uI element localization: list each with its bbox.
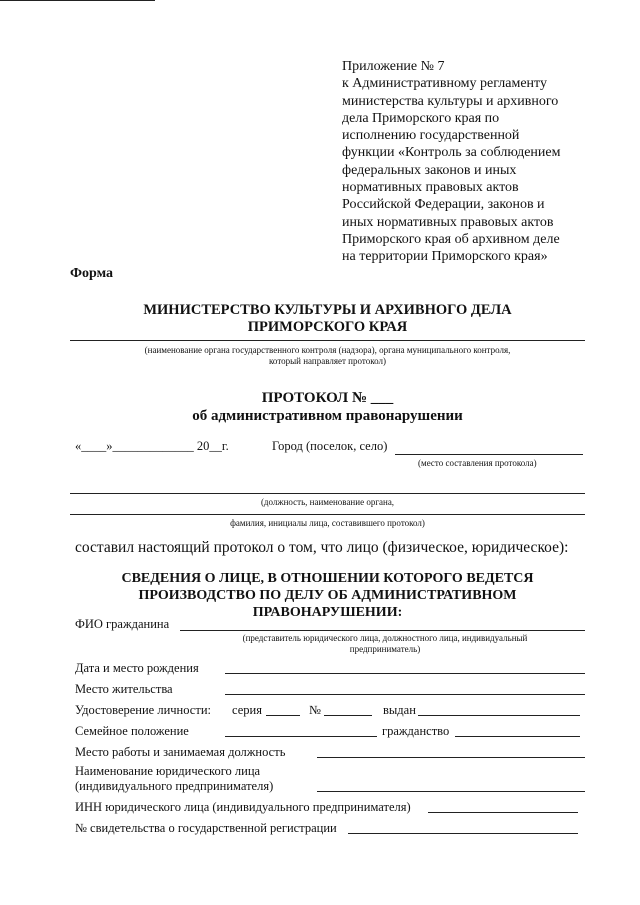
work-label: Место работы и занимаемая должность [75, 745, 286, 759]
citizenship-label: гражданство [382, 724, 450, 738]
annex-line: к Административному регламенту [342, 76, 547, 92]
inn-label: ИНН юридического лица (индивидуального предпринимателя) [75, 800, 411, 814]
annex-line: на территории Приморского края» [342, 249, 548, 265]
residence-label: Место жительства [75, 682, 173, 696]
annex-line: дела Приморского края по [342, 110, 500, 126]
annex-line: нормативных правовых актов [342, 180, 519, 196]
family-label: Семейное положение [75, 724, 189, 738]
reg-cert-label: № свидетельства о государственной регистрации [75, 821, 337, 835]
reg-cert-field-line[interactable] [348, 833, 578, 834]
birth-label: Дата и место рождения [75, 661, 199, 675]
annex-line: исполнению государственной [342, 128, 520, 144]
fio-label: ФИО гражданина [75, 617, 170, 631]
annex-line: Российской Федерации, законов и [342, 197, 545, 213]
id-issued-line[interactable] [418, 715, 580, 716]
citizenship-field-line[interactable] [455, 736, 580, 737]
official-position-line[interactable] [70, 493, 585, 494]
protocol-date: «____»_____________ 20__г. [75, 439, 229, 453]
inn-field-line[interactable] [428, 812, 578, 813]
fio-field-line[interactable] [180, 630, 585, 631]
annex-line: министерства культуры и архивного [342, 93, 559, 109]
annex-line: функции «Контроль за соблюдением [342, 145, 561, 161]
legal-name-field-line[interactable] [317, 791, 585, 792]
section-heading [70, 570, 585, 621]
legal-name-line-1: Наименование юридического лица [75, 764, 261, 778]
section-heading-line-2: ПРОИЗВОДСТВО ПО ДЕЛУ ОБ АДМИНИСТРАТИВНОМ ПРАВОНАРУШЕНИИ: [138, 588, 517, 620]
id-label: Удостоверение личности: [75, 703, 211, 717]
form-label: Форма [70, 266, 114, 281]
ministry-name [70, 302, 585, 336]
birth-field-line[interactable] [225, 673, 585, 674]
legal-name-label [75, 764, 273, 794]
city-label: Город (поселок, село) [272, 439, 388, 453]
ministry-caption-line-1: (наименование органа государственного контроля (надзора), органа муниципального контроля, [144, 345, 511, 355]
section-heading-line-1: СВЕДЕНИЯ О ЛИЦЕ, В ОТНОШЕНИИ КОТОРОГО ВЕДЕТСЯ [121, 571, 534, 586]
top-edge-line [0, 0, 155, 1]
fio-caption-line-2: предприниматель) [349, 644, 421, 654]
ministry-line-2: ПРИМОРСКОГО КРАЯ [247, 319, 408, 335]
official-name-line[interactable] [70, 514, 585, 515]
residence-field-line[interactable] [225, 694, 585, 695]
official-caption-2: фамилия, инициалы лица, составившего протокол) [230, 518, 425, 528]
annex-line: иных нормативных правовых актов [342, 214, 554, 230]
legal-name-line-2: (индивидуального предпринимателя) [75, 779, 274, 793]
id-number-line[interactable] [324, 715, 372, 716]
ministry-caption [70, 345, 585, 367]
id-series-label: серия [232, 703, 262, 717]
annex-line: Приложение № 7 [342, 59, 445, 74]
city-line[interactable] [395, 454, 583, 455]
annex-line: федеральных законов и иных [342, 162, 517, 178]
ministry-underline [70, 340, 585, 341]
protocol-title-line-2: об административном правонарушении [192, 408, 463, 424]
annex-line: Приморского края об архивном деле [342, 231, 560, 247]
ministry-line-1: МИНИСТЕРСТВО КУЛЬТУРЫ И АРХИВНОГО ДЕЛА [143, 302, 512, 318]
official-caption-1: (должность, наименование органа, [260, 497, 395, 507]
fio-caption-line-1: (представитель юридического лица, должностного лица, индивидуальный [242, 633, 528, 643]
statement-text: составил настоящий протокол о том, что лицо (физическое, юридическое): [75, 539, 569, 556]
work-field-line[interactable] [317, 757, 585, 758]
city-caption: (место составления протокола) [418, 458, 537, 468]
annex-block [342, 58, 602, 266]
id-issued-label: выдан [383, 703, 416, 717]
protocol-title [70, 389, 585, 425]
ministry-caption-line-2: который направляет протокол) [269, 356, 386, 366]
id-number-label: № [309, 703, 321, 717]
fio-caption [185, 633, 585, 655]
id-series-line[interactable] [266, 715, 300, 716]
family-field-line[interactable] [225, 736, 377, 737]
protocol-title-line-1: ПРОТОКОЛ № ___ [261, 390, 394, 406]
